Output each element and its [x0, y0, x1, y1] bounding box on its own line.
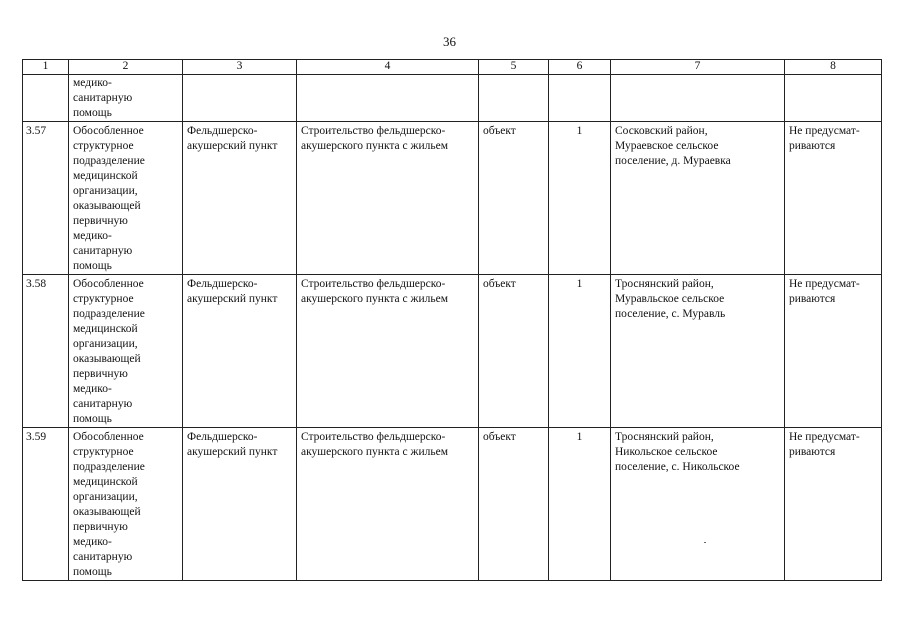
subject-text: Обособленное структурное подразделение медицинской организации, оказывающей первичную медико- санитарную помощь	[73, 278, 145, 425]
measure-text: Строительство фельдшерско- акушерского пункта с жильем	[301, 431, 448, 458]
table-cell	[785, 275, 882, 428]
table-cell	[611, 75, 785, 122]
table-row	[23, 428, 882, 581]
row-number: 3.58	[23, 275, 69, 428]
subject-text: медико- санитарную помощь	[73, 77, 133, 119]
scan-speck	[704, 542, 706, 543]
unit-cell: объект	[479, 428, 549, 581]
measure-text: Строительство фельдшерско- акушерского пункта с жильем	[301, 278, 448, 305]
table-cell	[69, 122, 183, 275]
quantity-cell: 1	[549, 428, 611, 581]
column-header: 3	[183, 60, 297, 75]
table-cell	[183, 122, 297, 275]
table-cell	[183, 428, 297, 581]
table-cell	[69, 275, 183, 428]
column-header: 8	[785, 60, 882, 75]
measure-text: Строительство фельдшерско- акушерского пункта с жильем	[301, 125, 448, 152]
table-cell	[549, 75, 611, 122]
unit-cell: объект	[479, 275, 549, 428]
location-text: Троснянский район, Муравльское сельское поселение, с. Муравль	[615, 278, 726, 320]
row-number: 3.57	[23, 122, 69, 275]
column-header: 1	[23, 60, 69, 75]
column-number-row	[23, 60, 882, 75]
table-cell	[611, 122, 785, 275]
table-cell	[297, 428, 479, 581]
table-cell	[785, 428, 882, 581]
table-cell	[183, 275, 297, 428]
table-cell	[785, 75, 882, 122]
table-cell	[297, 75, 479, 122]
column-header: 2	[69, 60, 183, 75]
table-cell	[611, 275, 785, 428]
object-type: Фельдшерско- акушерский пункт	[187, 125, 278, 152]
note-text: Не предусмат- риваются	[789, 125, 860, 152]
objects-table	[22, 59, 882, 581]
page-number: 36	[443, 34, 456, 49]
unit-cell: объект	[479, 122, 549, 275]
table-row	[23, 122, 882, 275]
table-row	[23, 275, 882, 428]
table-cell	[297, 275, 479, 428]
column-header: 7	[611, 60, 785, 75]
table-cell	[23, 75, 69, 122]
table-cell	[785, 122, 882, 275]
table-cell	[611, 428, 785, 581]
continuation-row	[23, 75, 882, 122]
location-text: Троснянский район, Никольское сельское поселение, с. Никольское	[615, 431, 740, 473]
column-header: 4	[297, 60, 479, 75]
location-text: Сосковский район, Мураевское сельское поселение, д. Мураевка	[615, 125, 731, 167]
note-text: Не предусмат- риваются	[789, 431, 860, 458]
table-cell	[69, 75, 183, 122]
note-text: Не предусмат- риваются	[789, 278, 860, 305]
table-cell	[479, 75, 549, 122]
column-header: 6	[549, 60, 611, 75]
table-cell	[297, 122, 479, 275]
object-type: Фельдшерско- акушерский пункт	[187, 278, 278, 305]
table-cell	[183, 75, 297, 122]
object-type: Фельдшерско- акушерский пункт	[187, 431, 278, 458]
table-cell	[69, 428, 183, 581]
quantity-cell: 1	[549, 122, 611, 275]
column-header: 5	[479, 60, 549, 75]
row-number: 3.59	[23, 428, 69, 581]
quantity-cell: 1	[549, 275, 611, 428]
subject-text: Обособленное структурное подразделение медицинской организации, оказывающей первичную медико- санитарную помощь	[73, 431, 145, 578]
subject-text: Обособленное структурное подразделение медицинской организации, оказывающей первичную медико- санитарную помощь	[73, 125, 145, 272]
